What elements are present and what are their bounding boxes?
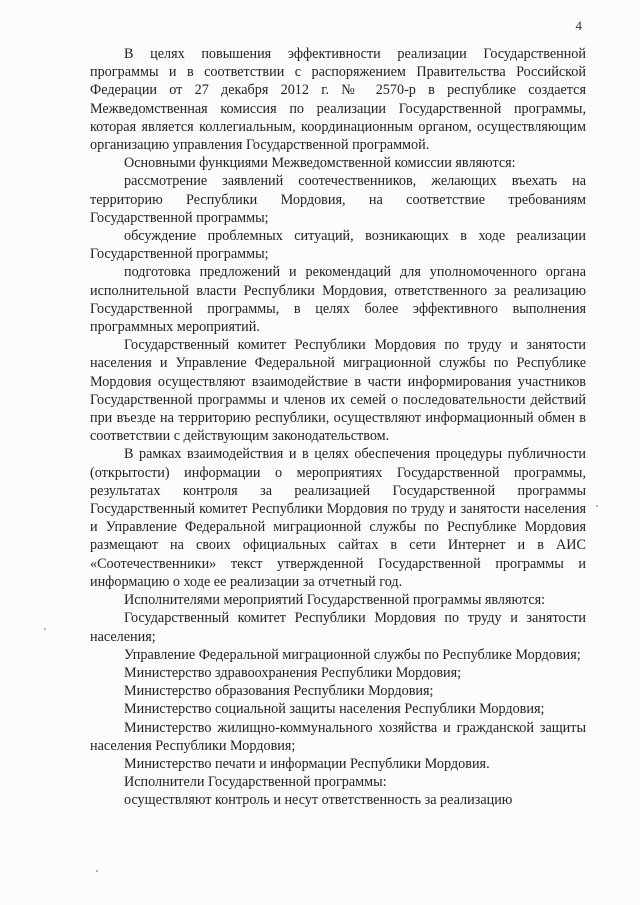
paragraph-10: Управление Федеральной миграционной службы по Республике Мордовия; [124, 646, 581, 663]
scan-speck [596, 505, 598, 507]
paragraph-16: Исполнители Государственной программы: [124, 774, 387, 791]
page-number: 4 [575, 18, 582, 33]
paragraph-1: В целях повышения эффективности реализации Государственной программы и в соответствии с распоряжением Правительства Российской Федерации от 27 декабря 2012 г. № 2570-р в республике создается Межведомственная комиссия по реализации Государственной программы, которая является коллегиальным, координационным органом, осуществляющим организацию управления Государственной программой. [90, 46, 586, 154]
paragraph-2: Основными функциями Межведомственной комиссии являются: [124, 155, 516, 172]
paragraph-3: рассмотрение заявлений соотечественников, желающих въехать на территорию Республики Мордовия, на соответствие требованиям Государственной программы; [90, 173, 586, 226]
paragraph-8: Исполнителями мероприятий Государственной программы являются: [124, 592, 546, 609]
scan-speck [96, 870, 98, 872]
paragraph-5: подготовка предложений и рекомендаций для уполномоченного органа исполнительной власти Республики Мордовия, ответственного за реализацию Государственной программы, в целях более эффективного выполнения программных мероприятий. [90, 264, 586, 336]
paragraph-11: Министерство здравоохранения Республики Мордовия; [124, 664, 462, 681]
paragraph-6: Государственный комитет Республики Мордовия по труду и занятости населения и Управление Федеральной миграционной службы по Республике Мордовия осуществляют взаимодействие в части информирования участников Государственной программы и членов их семей о последовательности действий при въезде на территорию республики, осуществляют информационный обмен в соответствии с действующим законодательством. [90, 337, 586, 445]
paragraph-17: осуществляют контроль и несут ответственность за реализацию [124, 792, 513, 809]
paragraph-14: Министерство жилищно-коммунального хозяйства и гражданской защиты населения Республики Мордовия; [90, 719, 586, 754]
paragraph-7: В рамках взаимодействия и в целях обеспечения процедуры публичности (открытости) информации о мероприятиях Государственной программы, результатах контроля за реализацией Государственной программы Государственный комитет Республики Мордовия по труду и занятости населения и Управление Федеральной миграционной службы по Республике Мордовия размещают на своих официальных сайтах в сети Интернет и в АИС «Соотечественники» текст утвержденной Государственной программы и информацию о ходе ее реализации за отчетный год. [90, 446, 586, 590]
paragraph-9: Государственный комитет Республики Мордовия по труду и занятости населения; [90, 610, 586, 645]
document-body [90, 45, 586, 810]
scan-speck [44, 628, 46, 630]
paragraph-4: обсуждение проблемных ситуаций, возникающих в ходе реализации Государственной программы; [90, 228, 586, 263]
paragraph-13: Министерство социальной защиты населения Республики Мордовия; [124, 701, 545, 718]
paragraph-15: Министерство печати и информации Республики Мордовия. [124, 755, 490, 772]
paragraph-12: Министерство образования Республики Мордовия; [124, 683, 434, 700]
